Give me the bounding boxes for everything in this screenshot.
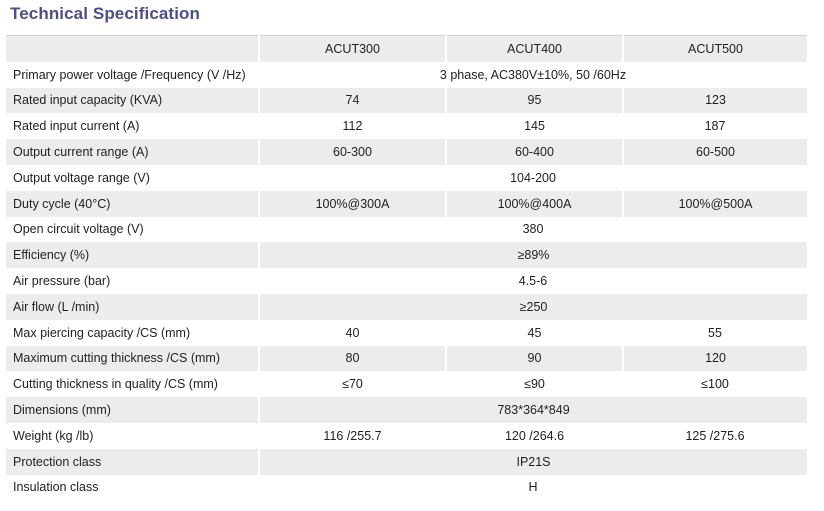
row-value-acut400: 60-400 — [446, 139, 623, 165]
row-label: Maximum cutting thickness /CS (mm) — [6, 346, 259, 372]
table-row — [6, 371, 807, 397]
table-row — [6, 397, 807, 423]
row-label: Air pressure (bar) — [13, 274, 111, 289]
table-row — [6, 294, 807, 320]
row-value-acut500: 100%@500A — [623, 191, 807, 217]
row-value-acut300: 116 /255.7 — [323, 428, 382, 443]
row-value-acut500: ≤100 — [701, 377, 729, 392]
row-value-all-models: 4.5-6 — [518, 274, 548, 289]
row-label: Max piercing capacity /CS (mm) — [13, 325, 191, 340]
row-value-acut300: 112 — [342, 119, 363, 134]
row-value-all-models: 3 phase, AC380V±10%, 50 /60Hz — [439, 67, 627, 82]
header-cell-acut500: ACUT500 — [623, 36, 807, 62]
row-label: Output current range (A) — [6, 139, 259, 165]
row-value-acut400: 90 — [446, 346, 623, 372]
row-label: Duty cycle (40°C) — [6, 191, 259, 217]
table-row — [6, 475, 807, 501]
row-value-all-models: 783*364*849 — [259, 397, 807, 423]
table-row — [6, 346, 807, 372]
row-label: Cutting thickness in quality /CS (mm) — [13, 377, 218, 392]
spec-table — [6, 35, 807, 500]
header-cell-label — [6, 36, 259, 62]
table-row — [6, 139, 807, 165]
row-value-acut500: 60-500 — [623, 139, 807, 165]
row-value-all-models: 104-200 — [510, 170, 556, 185]
row-value-acut400: 95 — [446, 88, 623, 114]
page-title: Technical Specification — [10, 4, 200, 23]
row-value-acut500: 55 — [708, 325, 722, 340]
table-row — [6, 449, 807, 475]
row-label: Rated input capacity (KVA) — [6, 88, 259, 114]
header-cell-acut400: ACUT400 — [446, 36, 623, 62]
row-value-acut400: ≤90 — [524, 377, 545, 392]
row-value-all-models: ≥250 — [259, 294, 807, 320]
row-value-acut300: 60-300 — [259, 139, 446, 165]
row-label: Dimensions (mm) — [6, 397, 259, 423]
row-label: Output voltage range (V) — [13, 170, 150, 185]
row-value-acut300: 80 — [259, 346, 446, 372]
row-value-acut500: 120 — [623, 346, 807, 372]
row-label: Primary power voltage /Frequency (V /Hz) — [13, 67, 246, 82]
row-label: Air flow (L /min) — [6, 294, 259, 320]
table-row — [6, 113, 807, 139]
table-row — [6, 268, 807, 294]
row-value-acut300: 100%@300A — [259, 191, 446, 217]
row-value-all-models: 380 — [522, 222, 544, 237]
row-label: Weight (kg /lb) — [13, 428, 94, 443]
table-row — [6, 217, 807, 243]
header-row — [6, 36, 807, 62]
row-label: Efficiency (%) — [6, 242, 259, 268]
row-value-acut500: 187 — [704, 119, 726, 134]
row-value-acut400: 100%@400A — [446, 191, 623, 217]
row-label: Open circuit voltage (V) — [13, 222, 144, 237]
row-value-all-models: ≥89% — [259, 242, 807, 268]
row-value-all-models: H — [528, 480, 538, 495]
row-value-acut500: 125 /275.6 — [685, 428, 745, 443]
row-value-all-models: IP21S — [259, 449, 807, 475]
table-row — [6, 62, 807, 88]
table-row — [6, 88, 807, 114]
row-value-acut400: 120 /264.6 — [504, 428, 565, 443]
row-value-acut300: 74 — [259, 88, 446, 114]
table-row — [6, 320, 807, 346]
row-value-acut500: 123 — [623, 88, 807, 114]
row-value-acut300: ≤70 — [342, 377, 363, 392]
table-row — [6, 423, 807, 449]
table-row — [6, 165, 807, 191]
row-value-acut300: 40 — [345, 325, 360, 340]
row-label: Insulation class — [13, 480, 99, 495]
row-value-acut400: 45 — [527, 325, 542, 340]
table-row — [6, 242, 807, 268]
row-value-acut400: 145 — [524, 119, 545, 134]
table-row — [6, 191, 807, 217]
row-label: Rated input current (A) — [13, 119, 140, 134]
row-label: Protection class — [6, 449, 259, 475]
header-cell-acut300: ACUT300 — [259, 36, 446, 62]
